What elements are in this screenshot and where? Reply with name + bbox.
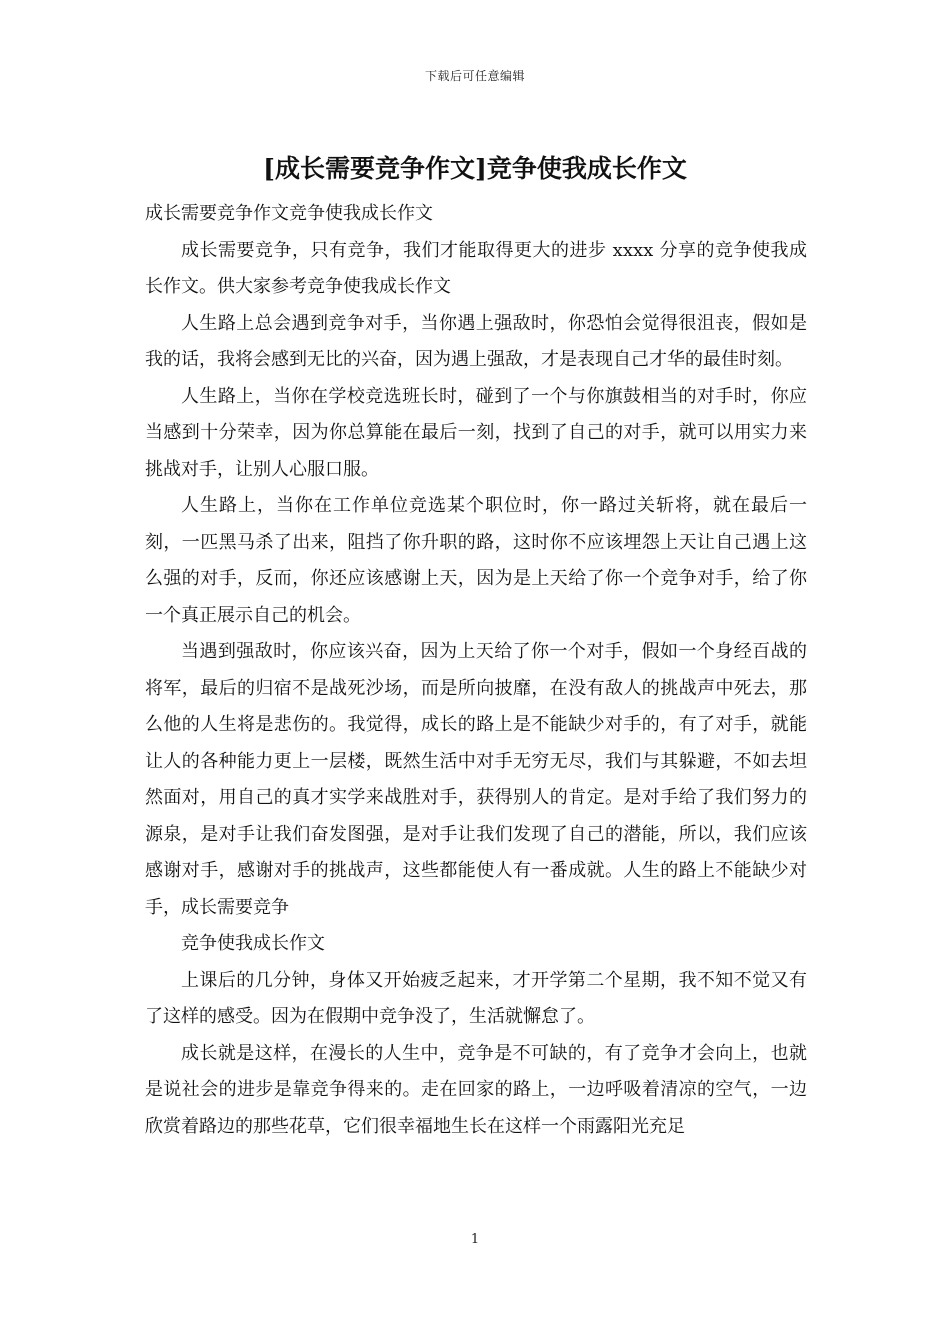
document-body — [145, 196, 807, 1145]
page-number: 1 — [470, 1232, 480, 1247]
paragraph: 上课后的几分钟，身体又开始疲乏起来，才开学第二个星期，我不知不觉又有了这样的感受。因为在假期中竞争没了，生活就懈怠了。 — [145, 969, 807, 1027]
paragraph: 人生路上总会遇到竞争对手，当你遇上强敌时，你恐怕会觉得很沮丧，假如是我的话，我将会感到无比的兴奋，因为遇上强敌，才是表现自己才华的最佳时刻。 — [145, 312, 807, 370]
paragraph: 人生路上，当你在工作单位竞选某个职位时，你一路过关斩将，就在最后一刻，一匹黑马杀了出来，阻挡了你升职的路，这时你不应该埋怨上天让自己遇上这么强的对手，反而，你还应该感谢上天，因为是上天给了你一个竞争对手，给了你一个真正展示自己的机会。 — [145, 495, 807, 626]
section-heading: 竞争使我成长作文 — [181, 933, 325, 954]
paragraph: 成长就是这样，在漫长的人生中，竞争是不可缺的，有了竞争才会向上，也就是说社会的进步是靠竞争得来的。走在回家的路上，一边呼吸着清凉的空气，一边欣赏着路边的那些花草，它们很幸福地生长在这样一个雨露阳光充足 — [145, 1042, 807, 1137]
document-subtitle: 成长需要竞争作文竞争使我成长作文 — [145, 203, 433, 224]
paragraph: 成长需要竞争，只有竞争，我们才能取得更大的进步 xxxx 分享的竞争使我成长作文。供大家参考竞争使我成长作文 — [145, 239, 807, 297]
document-title: [成长需要竞争作文]竞争使我成长作文 — [263, 154, 687, 183]
header-note: 下载后可任意编辑 — [424, 69, 525, 83]
paragraph: 人生路上，当你在学校竞选班长时，碰到了一个与你旗鼓相当的对手时，你应当感到十分荣幸，因为你总算能在最后一刻，找到了自己的对手，就可以用实力来挑战对手，让别人心服口服。 — [145, 385, 807, 480]
paragraph: 当遇到强敌时，你应该兴奋，因为上天给了你一个对手，假如一个身经百战的将军，最后的归宿不是战死沙场，而是所向披靡，在没有敌人的挑战声中死去，那么他的人生将是悲伤的。我觉得，成长的路上是不能缺少对手的，有了对手，就能让人的各种能力更上一层楼，既然生活中对手无穷无尽，我们与其躲避，不如去坦然面对，用自己的真才实学来战胜对手，获得别人的肯定。是对手给了我们努力的源泉，是对手让我们奋发图强，是对手让我们发现了自己的潜能，所以，我们应该感谢对手，感谢对手的挑战声，这些都能使人有一番成就。人生的路上不能缺少对手，成长需要竞争 — [145, 641, 807, 918]
